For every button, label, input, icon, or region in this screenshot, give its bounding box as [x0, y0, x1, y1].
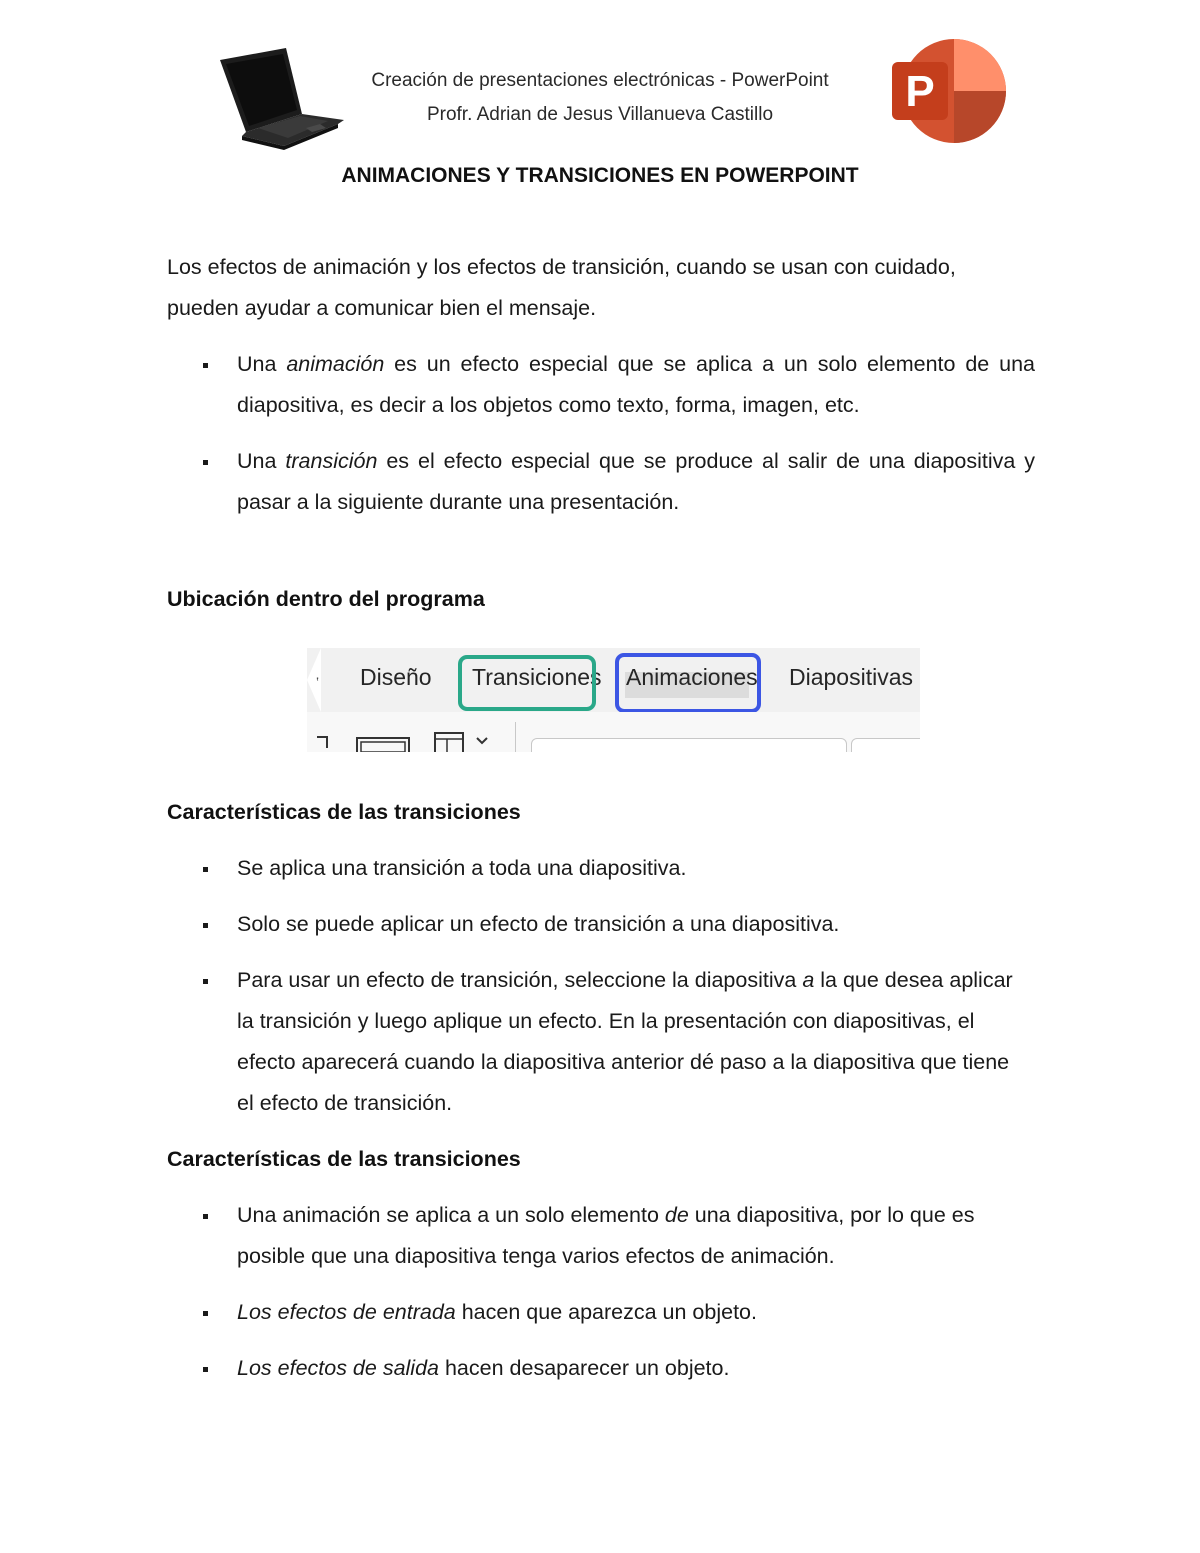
- transitions-list: [200, 848, 1035, 1124]
- intro-paragraph: [167, 247, 1037, 329]
- chevron-down-icon[interactable]: [475, 736, 489, 746]
- tab-diseno[interactable]: Diseño: [360, 664, 432, 690]
- bullet-marker: [203, 979, 208, 984]
- list-item: Los efectos de salida hacen desaparecer un objeto.: [200, 1348, 1035, 1389]
- bullet-marker: [203, 1311, 208, 1316]
- list-item: Una animación es un efecto especial que se aplica a un solo elemento de una diapositiva, es decir a los objetos como texto, forma, imagen, etc.: [200, 344, 1035, 426]
- animaciones-highlight: [615, 653, 761, 713]
- intro-line-1: Los efectos de animación y los efectos de transición, cuando se usan con cuidado,: [167, 255, 956, 279]
- bullet-marker: [203, 1214, 208, 1219]
- list-item: Los efectos de entrada hacen que aparezca un objeto.: [200, 1292, 1035, 1333]
- ribbon-tab-bar: [307, 648, 920, 712]
- header-teacher: Profr. Adrian de Jesus Villanueva Castillo: [426, 104, 774, 125]
- font-size-box[interactable]: [851, 738, 920, 752]
- transiciones-highlight: [458, 655, 596, 711]
- animations-heading: Características de las transiciones: [167, 1147, 521, 1171]
- bullet-marker: [203, 363, 208, 368]
- font-name-box[interactable]: [531, 738, 847, 752]
- list-item: Se aplica una transición a toda una diapositiva.: [200, 848, 1035, 889]
- corner-icon[interactable]: [315, 734, 331, 752]
- logo-letter: P: [905, 67, 935, 116]
- list-item: Solo se puede aplicar un efecto de transición a una diapositiva.: [200, 904, 1035, 945]
- layout-dropdown-icon[interactable]: [433, 730, 467, 752]
- slide-layout-icon[interactable]: [355, 734, 413, 752]
- ribbon-cut-mark-icon: ‛: [316, 674, 320, 690]
- toolbar-divider: [515, 722, 516, 752]
- bullet-marker: [203, 1367, 208, 1372]
- tab-diapositivas[interactable]: Diapositivas: [789, 664, 913, 690]
- bullet-marker: [203, 867, 208, 872]
- list-item: Una animación se aplica a un solo elemento de una diapositiva, por lo que es posible que una diapositiva tenga varios efectos de animación.: [200, 1195, 1035, 1277]
- animations-list: [200, 1195, 1035, 1389]
- list-item: Para usar un efecto de transición, seleccione la diapositiva a la que desea aplicar la transición y luego aplique un efecto. En la presentación con diapositivas, el efecto aparecerá cuando la diapositiva anterior dé paso a la diapositiva que tiene el efecto de transición.: [200, 960, 1035, 1124]
- intro-line-2: pueden ayudar a comunicar bien el mensaje.: [167, 296, 597, 320]
- laptop-icon: [218, 44, 346, 152]
- transitions-heading: Características de las transiciones: [167, 800, 521, 824]
- header-course-title: Creación de presentaciones electrónicas - PowerPoint: [371, 70, 829, 91]
- ribbon-toolbar: [307, 712, 920, 752]
- bullet-marker: [203, 923, 208, 928]
- bullet-marker: [203, 460, 208, 465]
- location-heading: Ubicación dentro del programa: [167, 587, 485, 611]
- tab-animaciones[interactable]: Animaciones: [626, 664, 758, 690]
- ribbon-screenshot: [307, 648, 920, 752]
- list-item: Una transición es el efecto especial que se produce al salir de una diapositiva y pasar a la siguiente durante una presentación.: [200, 441, 1035, 523]
- page-title: ANIMACIONES Y TRANSICIONES EN POWERPOINT: [341, 164, 859, 187]
- tab-transiciones[interactable]: Transiciones: [472, 664, 602, 690]
- definitions-list: [200, 344, 1035, 523]
